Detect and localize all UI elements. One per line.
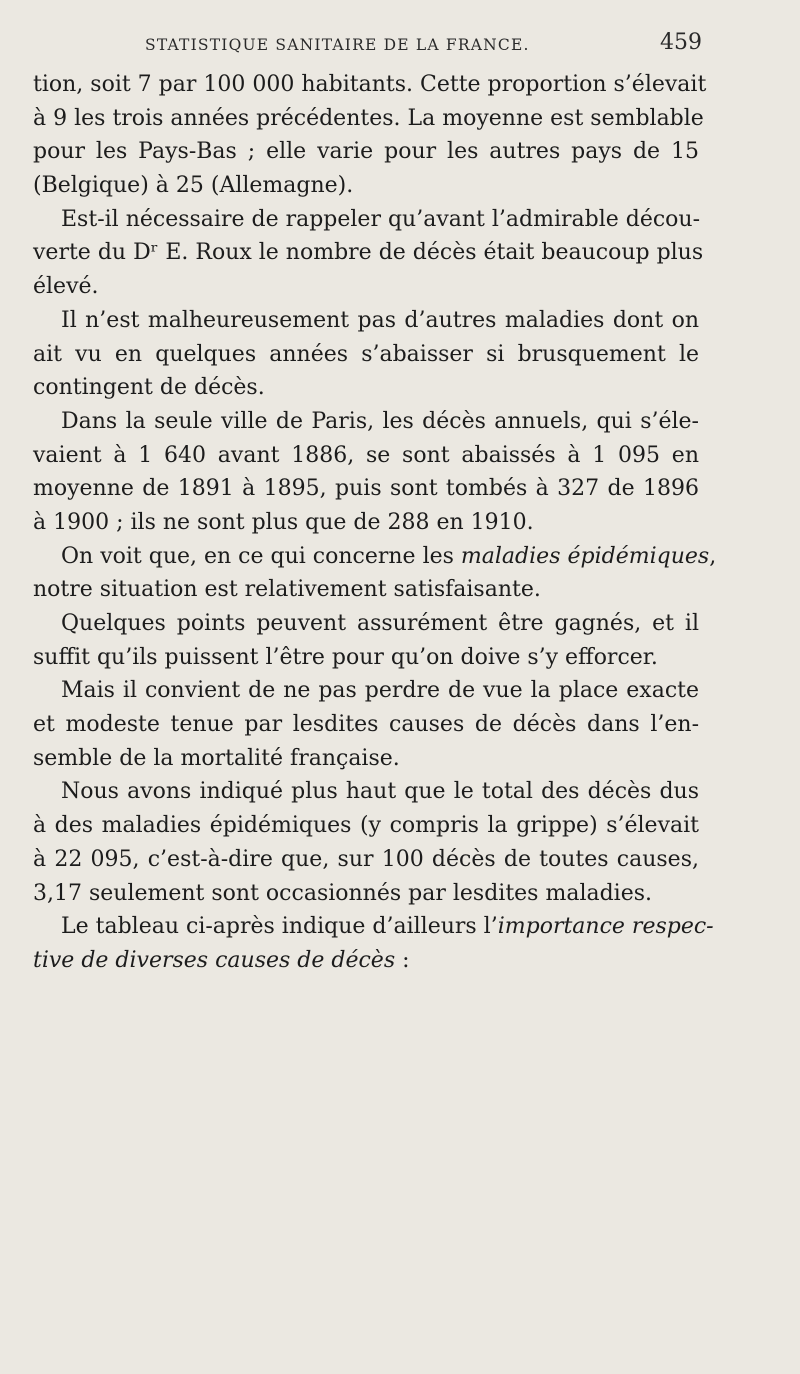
paragraph: [33, 910, 714, 977]
text-line: verte du Dʳ E. Roux le nombre de décès était beaucoup plus: [33, 240, 704, 266]
text-line: suffit qu’ils puissent l’être pour qu’on doive s’y efforcer.: [33, 644, 658, 670]
text-line: pour les Pays-Bas ; elle varie pour les autres pays de 15: [33, 139, 699, 165]
text-line: Il n’est malheureusement pas d’autres maladies dont on: [61, 307, 699, 333]
text-line: contingent de décès.: [33, 375, 265, 401]
text-run: :: [395, 947, 410, 973]
body-text: [33, 68, 717, 978]
paragraph: [33, 68, 707, 203]
text-line: 3,17 seulement sont occasionnés par lesdites maladies.: [33, 880, 653, 906]
paragraph: [33, 304, 699, 405]
text-line: vaient à 1 640 avant 1886, se sont abaissés à 1 095 en: [33, 442, 699, 468]
text-line: notre situation est relativement satisfaisante.: [33, 577, 541, 603]
page-number: 459: [660, 30, 702, 55]
text-line: Nous avons indiqué plus haut que le total des décès dus: [61, 779, 699, 805]
italic-run: tive de diverses causes de décès: [33, 947, 396, 973]
paragraph: [33, 674, 699, 775]
text-line: à 9 les trois années précédentes. La moyenne est semblable: [33, 105, 704, 131]
text-line: à 22 095, c’est-à-dire que, sur 100 décès de toutes causes,: [33, 846, 699, 872]
paragraph: [33, 540, 717, 607]
italic-run: importance respec-: [497, 914, 714, 940]
text-line: (Belgique) à 25 (Allemagne).: [33, 173, 354, 199]
text-run: ,: [709, 543, 717, 569]
text-line: ait vu en quelques années s’abaisser si brusquement le: [33, 341, 699, 367]
text-line: semble de la mortalité française.: [33, 745, 400, 771]
page-header: [0, 30, 800, 64]
text-line: Dans la seule ville de Paris, les décès annuels, qui s’éle-: [61, 408, 699, 434]
text-line-with-italic: [33, 910, 714, 944]
text-line: à 1900 ; ils ne sont plus que de 288 en 1910.: [33, 509, 534, 535]
paragraph: [33, 405, 699, 540]
text-line: à des maladies épidémiques (y compris la grippe) s’élevait: [33, 813, 699, 839]
paragraph: [33, 607, 699, 674]
text-line-with-italic: [33, 540, 717, 574]
text-line: Mais il convient de ne pas perdre de vue la place exacte: [61, 678, 699, 704]
text-line-with-italic: [33, 944, 699, 978]
text-run: On voit que, en ce qui concerne les: [61, 543, 461, 569]
italic-run: maladies épidémiques: [460, 543, 710, 569]
text-line: Quelques points peuvent assurément être gagnés, et il: [61, 611, 699, 636]
text-line: élevé.: [33, 274, 99, 300]
text-line: tion, soit 7 par 100 000 habitants. Cette proportion s’élevait: [33, 72, 707, 97]
paragraph: [33, 203, 704, 304]
paragraph: [33, 775, 699, 910]
running-head: STATISTIQUE SANITAIRE DE LA FRANCE.: [145, 36, 530, 54]
text-line: et modeste tenue par lesdites causes de décès dans l’en-: [33, 712, 699, 738]
text-line: Est-il nécessaire de rappeler qu’avant l’admirable décou-: [61, 206, 701, 232]
text-run: Le tableau ci-après indique d’ailleurs l’: [61, 914, 498, 940]
text-line: moyenne de 1891 à 1895, puis sont tombés à 327 de 1896: [33, 476, 699, 502]
